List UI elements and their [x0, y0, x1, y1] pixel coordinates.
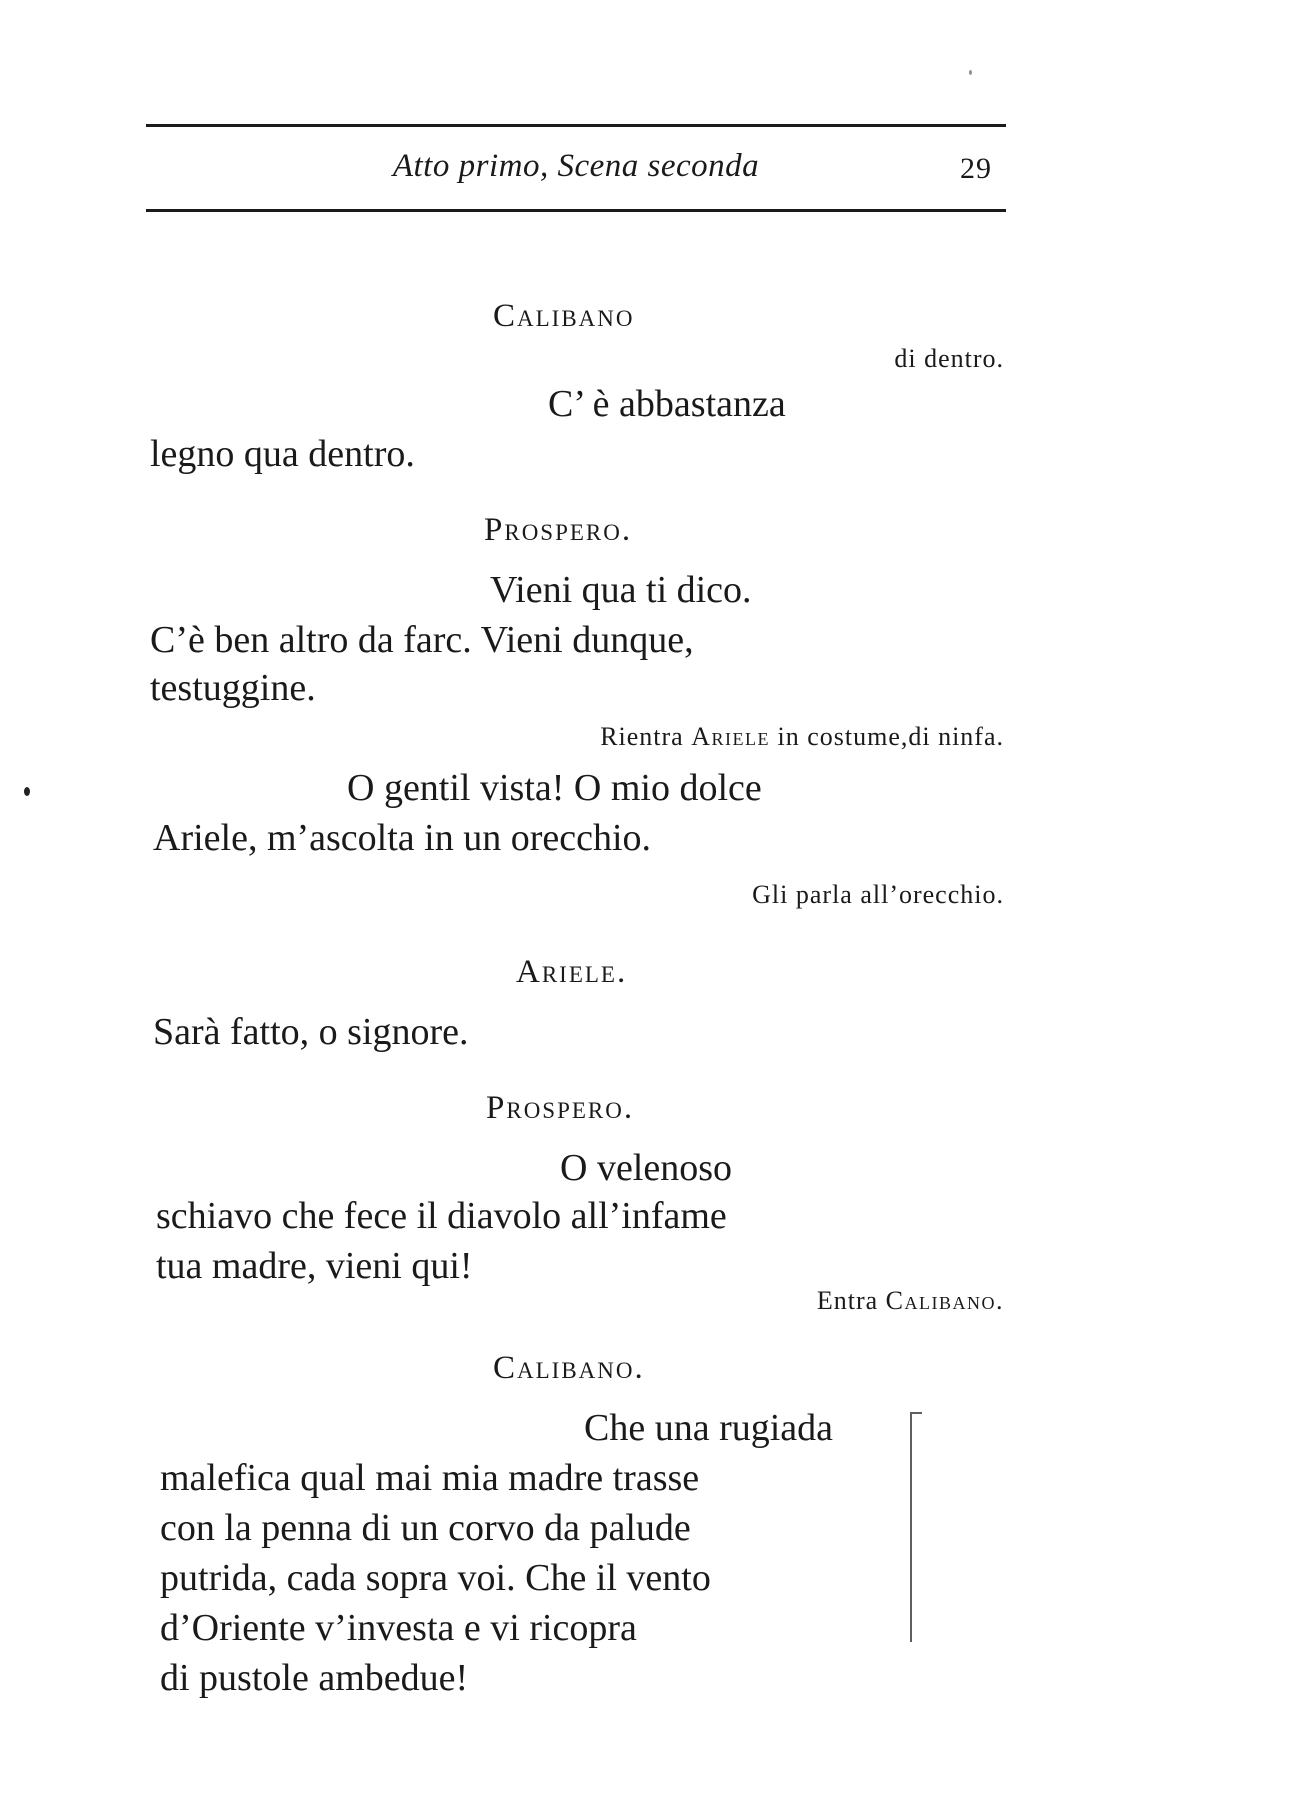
verse-line: tua madre, vieni qui!	[156, 1245, 473, 1287]
verse-line: legno qua dentro.	[150, 433, 415, 475]
verse-line: testuggine.	[150, 667, 316, 709]
stage-text: Entra	[816, 1286, 886, 1315]
verse-line: Sarà fatto, o signore.	[153, 1011, 469, 1053]
stage-character: Calibano.	[885, 1286, 1004, 1315]
speaker-name: Calibano	[493, 298, 635, 334]
verse-line: con la penna di un corvo da palude	[160, 1507, 691, 1549]
speaker-name: Prospero.	[486, 1090, 635, 1126]
stage-text: Rientra	[600, 722, 692, 751]
running-title: Atto primo, Scena seconda	[392, 148, 760, 184]
header-bottom-rule	[146, 209, 1006, 212]
verse-line: schiavo che fece il diavolo all’infame	[156, 1195, 727, 1237]
verse-line: C’ è abbastanza	[548, 383, 786, 425]
verse-line: d’Oriente v’investa e vi ricopra	[160, 1607, 637, 1649]
verse-line: Vieni qua ti dico.	[490, 569, 752, 611]
verse-line: C’è ben altro da farc. Vieni dunque,	[150, 619, 694, 661]
header-top-rule	[146, 124, 1006, 127]
ink-speck	[24, 787, 30, 796]
speaker-name: Prospero.	[484, 512, 633, 548]
verse-line: malefica qual mai mia madre trasse	[160, 1457, 700, 1499]
speaker-name: Calibano.	[493, 1350, 645, 1386]
verse-line: putrida, cada sopra voi. Che il vento	[160, 1557, 711, 1599]
verse-line: di pustole ambedue!	[160, 1657, 469, 1699]
stage-character: Ariele	[691, 722, 770, 751]
speaker-name: Ariele.	[516, 954, 628, 990]
verse-line: O velenoso	[560, 1147, 733, 1189]
verse-line: O gentil vista! O mio dolce	[347, 767, 762, 809]
verse-line: Che una rugiada	[584, 1407, 834, 1449]
stage-direction	[817, 1286, 1004, 1316]
stage-text: in costume,di ninfa.	[769, 722, 1004, 751]
verse-line: Ariele, m’ascolta in un orecchio.	[153, 817, 652, 859]
stage-direction: Gli parla all’orecchio.	[752, 880, 1004, 909]
margin-bracket	[910, 1412, 922, 1642]
page-number: 29	[960, 152, 992, 185]
ink-speck	[969, 70, 972, 75]
stage-direction: di dentro.	[894, 344, 1004, 373]
stage-direction	[600, 722, 1004, 752]
